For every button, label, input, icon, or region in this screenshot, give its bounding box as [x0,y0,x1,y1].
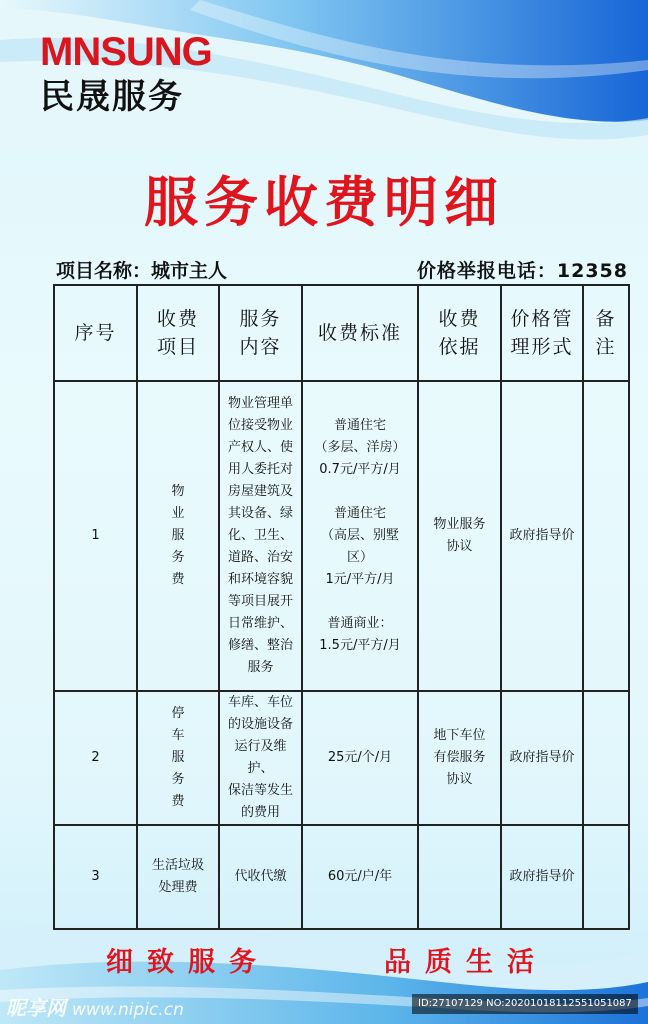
cell-note [583,691,629,825]
slogan-left: 细致服务 [106,947,270,978]
header-standard: 收费标准 [302,285,418,381]
slogan-right: 品质生活 [384,947,548,978]
watermark-url: www.nipic.cn [72,1000,184,1020]
cell-standard: 60元/户/年 [302,825,418,929]
cell-item: 物 业 服 务 费 [137,381,219,691]
cell-basis: 地下车位 有偿服务 协议 [418,691,501,825]
cell-form: 政府指导价 [501,691,583,825]
cell-item: 生活垃圾 处理费 [137,825,219,929]
table-row [54,825,629,929]
project-name: 项目名称：城市主人 [56,260,228,282]
header-no: 序号 [54,285,137,381]
brand-logo-cn: 民晟服务 [40,77,184,117]
cell-basis [418,825,501,929]
fee-table [53,284,630,930]
cell-standard: 普通住宅 （多层、洋房） 0.7元/平方/月 普通住宅 （高层、别墅区） 1元/平方/月 普通商业： 1.5元/平方/月 [302,381,418,691]
table-row [54,691,629,825]
cell-no: 3 [54,825,137,929]
header-basis: 收费 依据 [418,285,501,381]
cell-form: 政府指导价 [501,825,583,929]
price-report-phone: 价格举报电话：12358 [416,260,628,282]
cell-item: 停 车 服 务 费 [137,691,219,825]
table-header-row [54,285,629,381]
cell-content: 车库、车位 的设施设备 运行及维护、 保洁等发生 的费用 [219,691,302,825]
table-row [54,381,629,691]
header-form: 价格管 理形式 [501,285,583,381]
header-note: 备 注 [583,285,629,381]
brand-logo [40,30,212,118]
cell-note [583,381,629,691]
watermark-id: ID:27107129 NO:20201018112551051087 [412,994,638,1014]
cell-no: 1 [54,381,137,691]
cell-content: 物业管理单 位接受物业 产权人、使 用人委托对 房屋建筑及 其设备、绿 化、卫生、 道路、治安 和环境容貌 等项目展开 日常维护、 修缮、整治 服务 [219,381,302,691]
brand-logo-en: MNSUNG [40,30,212,74]
watermark-logo: 昵享网 www.nipic.cn [6,996,184,1020]
cell-form: 政府指导价 [501,381,583,691]
cell-standard: 25元/个/月 [302,691,418,825]
cell-note [583,825,629,929]
page-title: 服务收费明细 [144,171,504,234]
cell-content: 代收代缴 [219,825,302,929]
header-item: 收费 项目 [137,285,219,381]
cell-no: 2 [54,691,137,825]
header-content: 服务 内容 [219,285,302,381]
cell-basis: 物业服务 协议 [418,381,501,691]
